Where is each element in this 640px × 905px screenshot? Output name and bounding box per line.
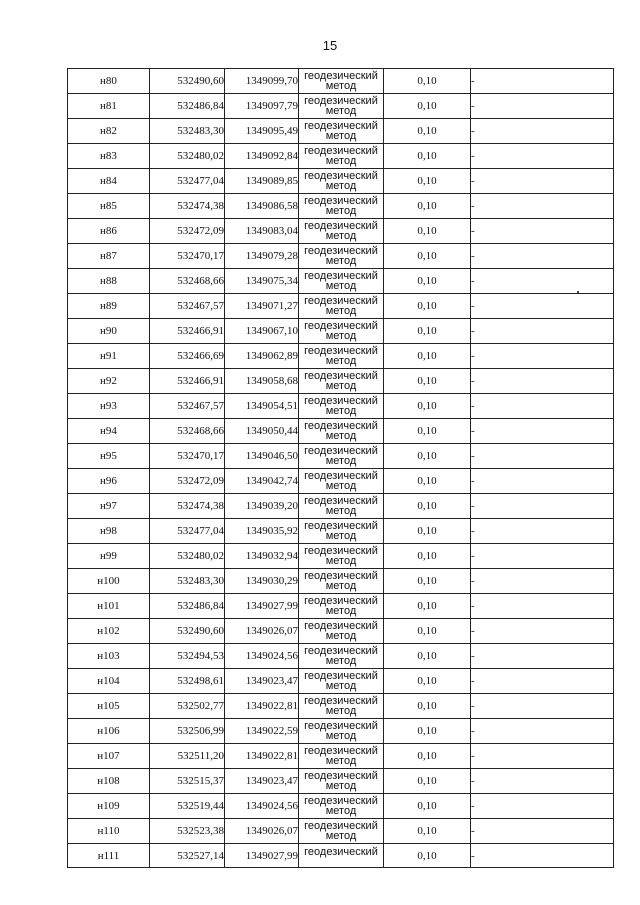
method-line-1: геодезический — [304, 395, 378, 407]
y-coordinate-cell: 1349027,99 — [225, 844, 299, 868]
method-cell — [299, 69, 384, 94]
method-cell — [299, 119, 384, 144]
note-cell: - — [471, 194, 614, 219]
method-line-1: геодезический — [304, 620, 378, 632]
table-row — [68, 94, 614, 119]
method-line-2: метод — [325, 355, 357, 367]
point-number-cell: н102 — [68, 619, 150, 644]
accuracy-cell: 0,10 — [384, 769, 471, 794]
accuracy-cell: 0,10 — [384, 144, 471, 169]
method-line-1: геодезический — [304, 720, 378, 732]
table-row — [68, 619, 614, 644]
method-line-2: метод — [325, 455, 357, 467]
note-cell: - — [471, 569, 614, 594]
y-coordinate-cell: 1349042,74 — [225, 469, 299, 494]
note-cell: - — [471, 94, 614, 119]
x-coordinate-cell: 532483,30 — [150, 569, 225, 594]
x-coordinate-cell: 532506,99 — [150, 719, 225, 744]
note-cell: - — [471, 119, 614, 144]
point-number-cell: н100 — [68, 569, 150, 594]
y-coordinate-cell: 1349058,68 — [225, 369, 299, 394]
y-coordinate-cell: 1349022,81 — [225, 744, 299, 769]
method-line-1: геодезический — [304, 345, 378, 357]
point-number-cell: н101 — [68, 594, 150, 619]
table-row — [68, 494, 614, 519]
method-line-1: геодезический — [304, 120, 378, 132]
x-coordinate-cell: 532515,37 — [150, 769, 225, 794]
y-coordinate-cell: 1349067,10 — [225, 319, 299, 344]
note-cell: - — [471, 744, 614, 769]
method-line-1: геодезический — [304, 820, 378, 832]
accuracy-cell: 0,10 — [384, 594, 471, 619]
y-coordinate-cell: 1349054,51 — [225, 394, 299, 419]
accuracy-cell: 0,10 — [384, 619, 471, 644]
y-coordinate-cell: 1349083,04 — [225, 219, 299, 244]
accuracy-cell: 0,10 — [384, 269, 471, 294]
method-line-2: метод — [325, 480, 357, 492]
x-coordinate-cell: 532527,14 — [150, 844, 225, 868]
method-line-1: геодезический — [304, 145, 378, 157]
x-coordinate-cell: 532472,09 — [150, 469, 225, 494]
accuracy-cell: 0,10 — [384, 219, 471, 244]
note-cell: - — [471, 819, 614, 844]
accuracy-cell: 0,10 — [384, 419, 471, 444]
table-row — [68, 544, 614, 569]
accuracy-cell: 0,10 — [384, 569, 471, 594]
method-cell — [299, 519, 384, 544]
y-coordinate-cell: 1349099,70 — [225, 69, 299, 94]
method-cell — [299, 194, 384, 219]
note-cell: - — [471, 544, 614, 569]
y-coordinate-cell: 1349086,58 — [225, 194, 299, 219]
note-cell: - — [471, 369, 614, 394]
method-cell — [299, 244, 384, 269]
note-cell: - — [471, 594, 614, 619]
x-coordinate-cell: 532523,38 — [150, 819, 225, 844]
accuracy-cell: 0,10 — [384, 369, 471, 394]
method-cell — [299, 319, 384, 344]
accuracy-cell: 0,10 — [384, 794, 471, 819]
point-number-cell: н85 — [68, 194, 150, 219]
method-cell — [299, 594, 384, 619]
table-row — [68, 344, 614, 369]
method-line-2: метод — [325, 805, 357, 817]
method-cell — [299, 819, 384, 844]
table-row — [68, 694, 614, 719]
x-coordinate-cell: 532468,66 — [150, 419, 225, 444]
x-coordinate-cell: 532480,02 — [150, 544, 225, 569]
accuracy-cell: 0,10 — [384, 194, 471, 219]
table-row — [68, 269, 614, 294]
y-coordinate-cell: 1349039,20 — [225, 494, 299, 519]
x-coordinate-cell: 532474,38 — [150, 194, 225, 219]
method-line-2: метод — [325, 655, 357, 667]
table-row — [68, 669, 614, 694]
method-line-2: метод — [325, 705, 357, 717]
x-coordinate-cell: 532486,84 — [150, 94, 225, 119]
method-cell — [299, 719, 384, 744]
accuracy-cell: 0,10 — [384, 694, 471, 719]
method-line-2: метод — [325, 430, 357, 442]
method-line-2: метод — [325, 505, 357, 517]
accuracy-cell: 0,10 — [384, 244, 471, 269]
method-line-1: геодезический — [304, 520, 378, 532]
point-number-cell: н83 — [68, 144, 150, 169]
method-cell — [299, 394, 384, 419]
note-cell: - — [471, 444, 614, 469]
note-cell: - — [471, 494, 614, 519]
method-cell — [299, 619, 384, 644]
point-number-cell: н104 — [68, 669, 150, 694]
method-line-2: метод — [325, 230, 357, 242]
y-coordinate-cell: 1349022,81 — [225, 694, 299, 719]
x-coordinate-cell: 532472,09 — [150, 219, 225, 244]
note-cell: - — [471, 719, 614, 744]
method-line-2: метод — [325, 580, 357, 592]
method-cell — [299, 144, 384, 169]
y-coordinate-cell: 1349092,84 — [225, 144, 299, 169]
method-line-1: геодезический — [304, 846, 378, 858]
note-cell: - — [471, 419, 614, 444]
method-line-1: геодезический — [304, 745, 378, 757]
table-row — [68, 569, 614, 594]
accuracy-cell: 0,10 — [384, 344, 471, 369]
method-cell — [299, 469, 384, 494]
note-cell: - — [471, 69, 614, 94]
accuracy-cell: 0,10 — [384, 519, 471, 544]
method-line-2: метод — [325, 755, 357, 767]
method-line-1: геодезический — [304, 170, 378, 182]
accuracy-cell: 0,10 — [384, 744, 471, 769]
y-coordinate-cell: 1349032,94 — [225, 544, 299, 569]
point-number-cell: н89 — [68, 294, 150, 319]
method-line-1: геодезический — [304, 70, 378, 82]
accuracy-cell: 0,10 — [384, 494, 471, 519]
method-line-2: метод — [325, 830, 357, 842]
method-line-2: метод — [325, 155, 357, 167]
method-line-2: метод — [325, 730, 357, 742]
note-cell: - — [471, 344, 614, 369]
method-cell — [299, 744, 384, 769]
method-cell — [299, 369, 384, 394]
y-coordinate-cell: 1349035,92 — [225, 519, 299, 544]
table-row — [68, 644, 614, 669]
method-cell — [299, 569, 384, 594]
method-line-2: метод — [325, 680, 357, 692]
method-line-2: метод — [325, 180, 357, 192]
note-cell: - — [471, 844, 614, 868]
accuracy-cell: 0,10 — [384, 119, 471, 144]
x-coordinate-cell: 532477,04 — [150, 169, 225, 194]
method-line-2: метод — [325, 630, 357, 642]
note-cell: - — [471, 644, 614, 669]
method-line-2: метод — [325, 330, 357, 342]
x-coordinate-cell: 532480,02 — [150, 144, 225, 169]
method-line-1: геодезический — [304, 270, 378, 282]
method-cell — [299, 269, 384, 294]
table-row — [68, 844, 614, 868]
y-coordinate-cell: 1349027,99 — [225, 594, 299, 619]
method-line-1: геодезический — [304, 670, 378, 682]
table-row — [68, 769, 614, 794]
scan-speck — [577, 291, 579, 293]
point-number-cell: н98 — [68, 519, 150, 544]
note-cell: - — [471, 169, 614, 194]
note-cell: - — [471, 269, 614, 294]
method-cell — [299, 769, 384, 794]
point-number-cell: н95 — [68, 444, 150, 469]
method-line-1: геодезический — [304, 220, 378, 232]
point-number-cell: н106 — [68, 719, 150, 744]
method-line-1: геодезический — [304, 420, 378, 432]
method-line-2: метод — [325, 205, 357, 217]
method-cell — [299, 544, 384, 569]
method-line-2: метод — [325, 605, 357, 617]
y-coordinate-cell: 1349062,89 — [225, 344, 299, 369]
method-line-1: геодезический — [304, 470, 378, 482]
method-line-1: геодезический — [304, 645, 378, 657]
accuracy-cell: 0,10 — [384, 94, 471, 119]
table-row — [68, 444, 614, 469]
table-row — [68, 469, 614, 494]
point-number-cell: н108 — [68, 769, 150, 794]
x-coordinate-cell: 532490,60 — [150, 619, 225, 644]
point-number-cell: н94 — [68, 419, 150, 444]
method-line-1: геодезический — [304, 570, 378, 582]
method-line-1: геодезический — [304, 795, 378, 807]
y-coordinate-cell: 1349026,07 — [225, 819, 299, 844]
x-coordinate-cell: 532511,20 — [150, 744, 225, 769]
method-cell — [299, 844, 384, 868]
method-line-2: метод — [325, 405, 357, 417]
method-cell — [299, 94, 384, 119]
coordinates-table-body — [68, 69, 614, 868]
x-coordinate-cell: 532467,57 — [150, 394, 225, 419]
note-cell: - — [471, 669, 614, 694]
method-line-1: геодезический — [304, 770, 378, 782]
table-row — [68, 594, 614, 619]
x-coordinate-cell: 532494,53 — [150, 644, 225, 669]
x-coordinate-cell: 532468,66 — [150, 269, 225, 294]
note-cell: - — [471, 619, 614, 644]
method-cell — [299, 669, 384, 694]
x-coordinate-cell: 532470,17 — [150, 244, 225, 269]
y-coordinate-cell: 1349024,56 — [225, 644, 299, 669]
point-number-cell: н80 — [68, 69, 150, 94]
point-number-cell: н111 — [68, 844, 150, 868]
note-cell: - — [471, 319, 614, 344]
method-cell — [299, 444, 384, 469]
y-coordinate-cell: 1349046,50 — [225, 444, 299, 469]
point-number-cell: н91 — [68, 344, 150, 369]
table-row — [68, 169, 614, 194]
y-coordinate-cell: 1349095,49 — [225, 119, 299, 144]
point-number-cell: н86 — [68, 219, 150, 244]
method-line-2: метод — [325, 130, 357, 142]
method-line-1: геодезический — [304, 495, 378, 507]
x-coordinate-cell: 532498,61 — [150, 669, 225, 694]
method-line-2: метод — [325, 380, 357, 392]
x-coordinate-cell: 532486,84 — [150, 594, 225, 619]
point-number-cell: н99 — [68, 544, 150, 569]
accuracy-cell: 0,10 — [384, 644, 471, 669]
x-coordinate-cell: 532474,38 — [150, 494, 225, 519]
method-line-2: метод — [325, 255, 357, 267]
table-row — [68, 119, 614, 144]
table-row — [68, 144, 614, 169]
y-coordinate-cell: 1349071,27 — [225, 294, 299, 319]
point-number-cell: н87 — [68, 244, 150, 269]
point-number-cell: н84 — [68, 169, 150, 194]
table-row — [68, 69, 614, 94]
point-number-cell: н82 — [68, 119, 150, 144]
table-row — [68, 394, 614, 419]
note-cell: - — [471, 219, 614, 244]
accuracy-cell: 0,10 — [384, 669, 471, 694]
point-number-cell: н110 — [68, 819, 150, 844]
x-coordinate-cell: 532502,77 — [150, 694, 225, 719]
x-coordinate-cell: 532466,69 — [150, 344, 225, 369]
point-number-cell: н97 — [68, 494, 150, 519]
point-number-cell: н96 — [68, 469, 150, 494]
point-number-cell: н103 — [68, 644, 150, 669]
y-coordinate-cell: 1349023,47 — [225, 769, 299, 794]
method-cell — [299, 794, 384, 819]
table-row — [68, 194, 614, 219]
table-row — [68, 519, 614, 544]
accuracy-cell: 0,10 — [384, 319, 471, 344]
point-number-cell: н107 — [68, 744, 150, 769]
note-cell: - — [471, 469, 614, 494]
method-cell — [299, 344, 384, 369]
y-coordinate-cell: 1349026,07 — [225, 619, 299, 644]
y-coordinate-cell: 1349089,85 — [225, 169, 299, 194]
method-line-1: геодезический — [304, 95, 378, 107]
note-cell: - — [471, 394, 614, 419]
y-coordinate-cell: 1349075,34 — [225, 269, 299, 294]
accuracy-cell: 0,10 — [384, 469, 471, 494]
method-line-1: геодезический — [304, 445, 378, 457]
method-line-1: геодезический — [304, 295, 378, 307]
y-coordinate-cell: 1349030,29 — [225, 569, 299, 594]
point-number-cell: н90 — [68, 319, 150, 344]
method-line-1: геодезический — [304, 370, 378, 382]
accuracy-cell: 0,10 — [384, 819, 471, 844]
note-cell: - — [471, 144, 614, 169]
coordinates-table — [67, 68, 614, 868]
x-coordinate-cell: 532470,17 — [150, 444, 225, 469]
method-line-1: геодезический — [304, 595, 378, 607]
method-line-2: метод — [325, 780, 357, 792]
method-cell — [299, 294, 384, 319]
note-cell: - — [471, 244, 614, 269]
method-line-2: метод — [325, 555, 357, 567]
accuracy-cell: 0,10 — [384, 444, 471, 469]
note-cell: - — [471, 794, 614, 819]
method-line-2: метод — [325, 305, 357, 317]
table-row — [68, 419, 614, 444]
table-row — [68, 369, 614, 394]
accuracy-cell: 0,10 — [384, 294, 471, 319]
method-line-2: метод — [325, 280, 357, 292]
y-coordinate-cell: 1349097,79 — [225, 94, 299, 119]
method-line-2: метод — [325, 530, 357, 542]
method-cell — [299, 169, 384, 194]
point-number-cell: н81 — [68, 94, 150, 119]
point-number-cell: н93 — [68, 394, 150, 419]
note-cell: - — [471, 694, 614, 719]
point-number-cell: н88 — [68, 269, 150, 294]
method-cell — [299, 219, 384, 244]
x-coordinate-cell: 532477,04 — [150, 519, 225, 544]
x-coordinate-cell: 532483,30 — [150, 119, 225, 144]
table-row — [68, 219, 614, 244]
method-line-1: геодезический — [304, 245, 378, 257]
method-cell — [299, 494, 384, 519]
y-coordinate-cell: 1349079,28 — [225, 244, 299, 269]
note-cell: - — [471, 769, 614, 794]
table-row — [68, 294, 614, 319]
accuracy-cell: 0,10 — [384, 719, 471, 744]
page-number: 15 — [322, 38, 338, 53]
accuracy-cell: 0,10 — [384, 394, 471, 419]
table-row — [68, 744, 614, 769]
x-coordinate-cell: 532490,60 — [150, 69, 225, 94]
x-coordinate-cell: 532519,44 — [150, 794, 225, 819]
accuracy-cell: 0,10 — [384, 69, 471, 94]
note-cell: - — [471, 294, 614, 319]
method-cell — [299, 694, 384, 719]
accuracy-cell: 0,10 — [384, 169, 471, 194]
table-row — [68, 719, 614, 744]
point-number-cell: н92 — [68, 369, 150, 394]
method-line-1: геодезический — [304, 695, 378, 707]
method-line-2: метод — [325, 80, 357, 92]
y-coordinate-cell: 1349050,44 — [225, 419, 299, 444]
y-coordinate-cell: 1349024,56 — [225, 794, 299, 819]
method-cell — [299, 644, 384, 669]
table-row — [68, 319, 614, 344]
accuracy-cell: 0,10 — [384, 544, 471, 569]
method-line-2: метод — [325, 105, 357, 117]
point-number-cell: н105 — [68, 694, 150, 719]
x-coordinate-cell: 532467,57 — [150, 294, 225, 319]
accuracy-cell: 0,10 — [384, 844, 471, 868]
method-line-1: геодезический — [304, 545, 378, 557]
point-number-cell: н109 — [68, 794, 150, 819]
method-line-1: геодезический — [304, 195, 378, 207]
y-coordinate-cell: 1349023,47 — [225, 669, 299, 694]
table-row — [68, 794, 614, 819]
y-coordinate-cell: 1349022,59 — [225, 719, 299, 744]
table-row — [68, 819, 614, 844]
table-row — [68, 244, 614, 269]
note-cell: - — [471, 519, 614, 544]
method-cell — [299, 419, 384, 444]
method-line-1: геодезический — [304, 320, 378, 332]
x-coordinate-cell: 532466,91 — [150, 369, 225, 394]
x-coordinate-cell: 532466,91 — [150, 319, 225, 344]
